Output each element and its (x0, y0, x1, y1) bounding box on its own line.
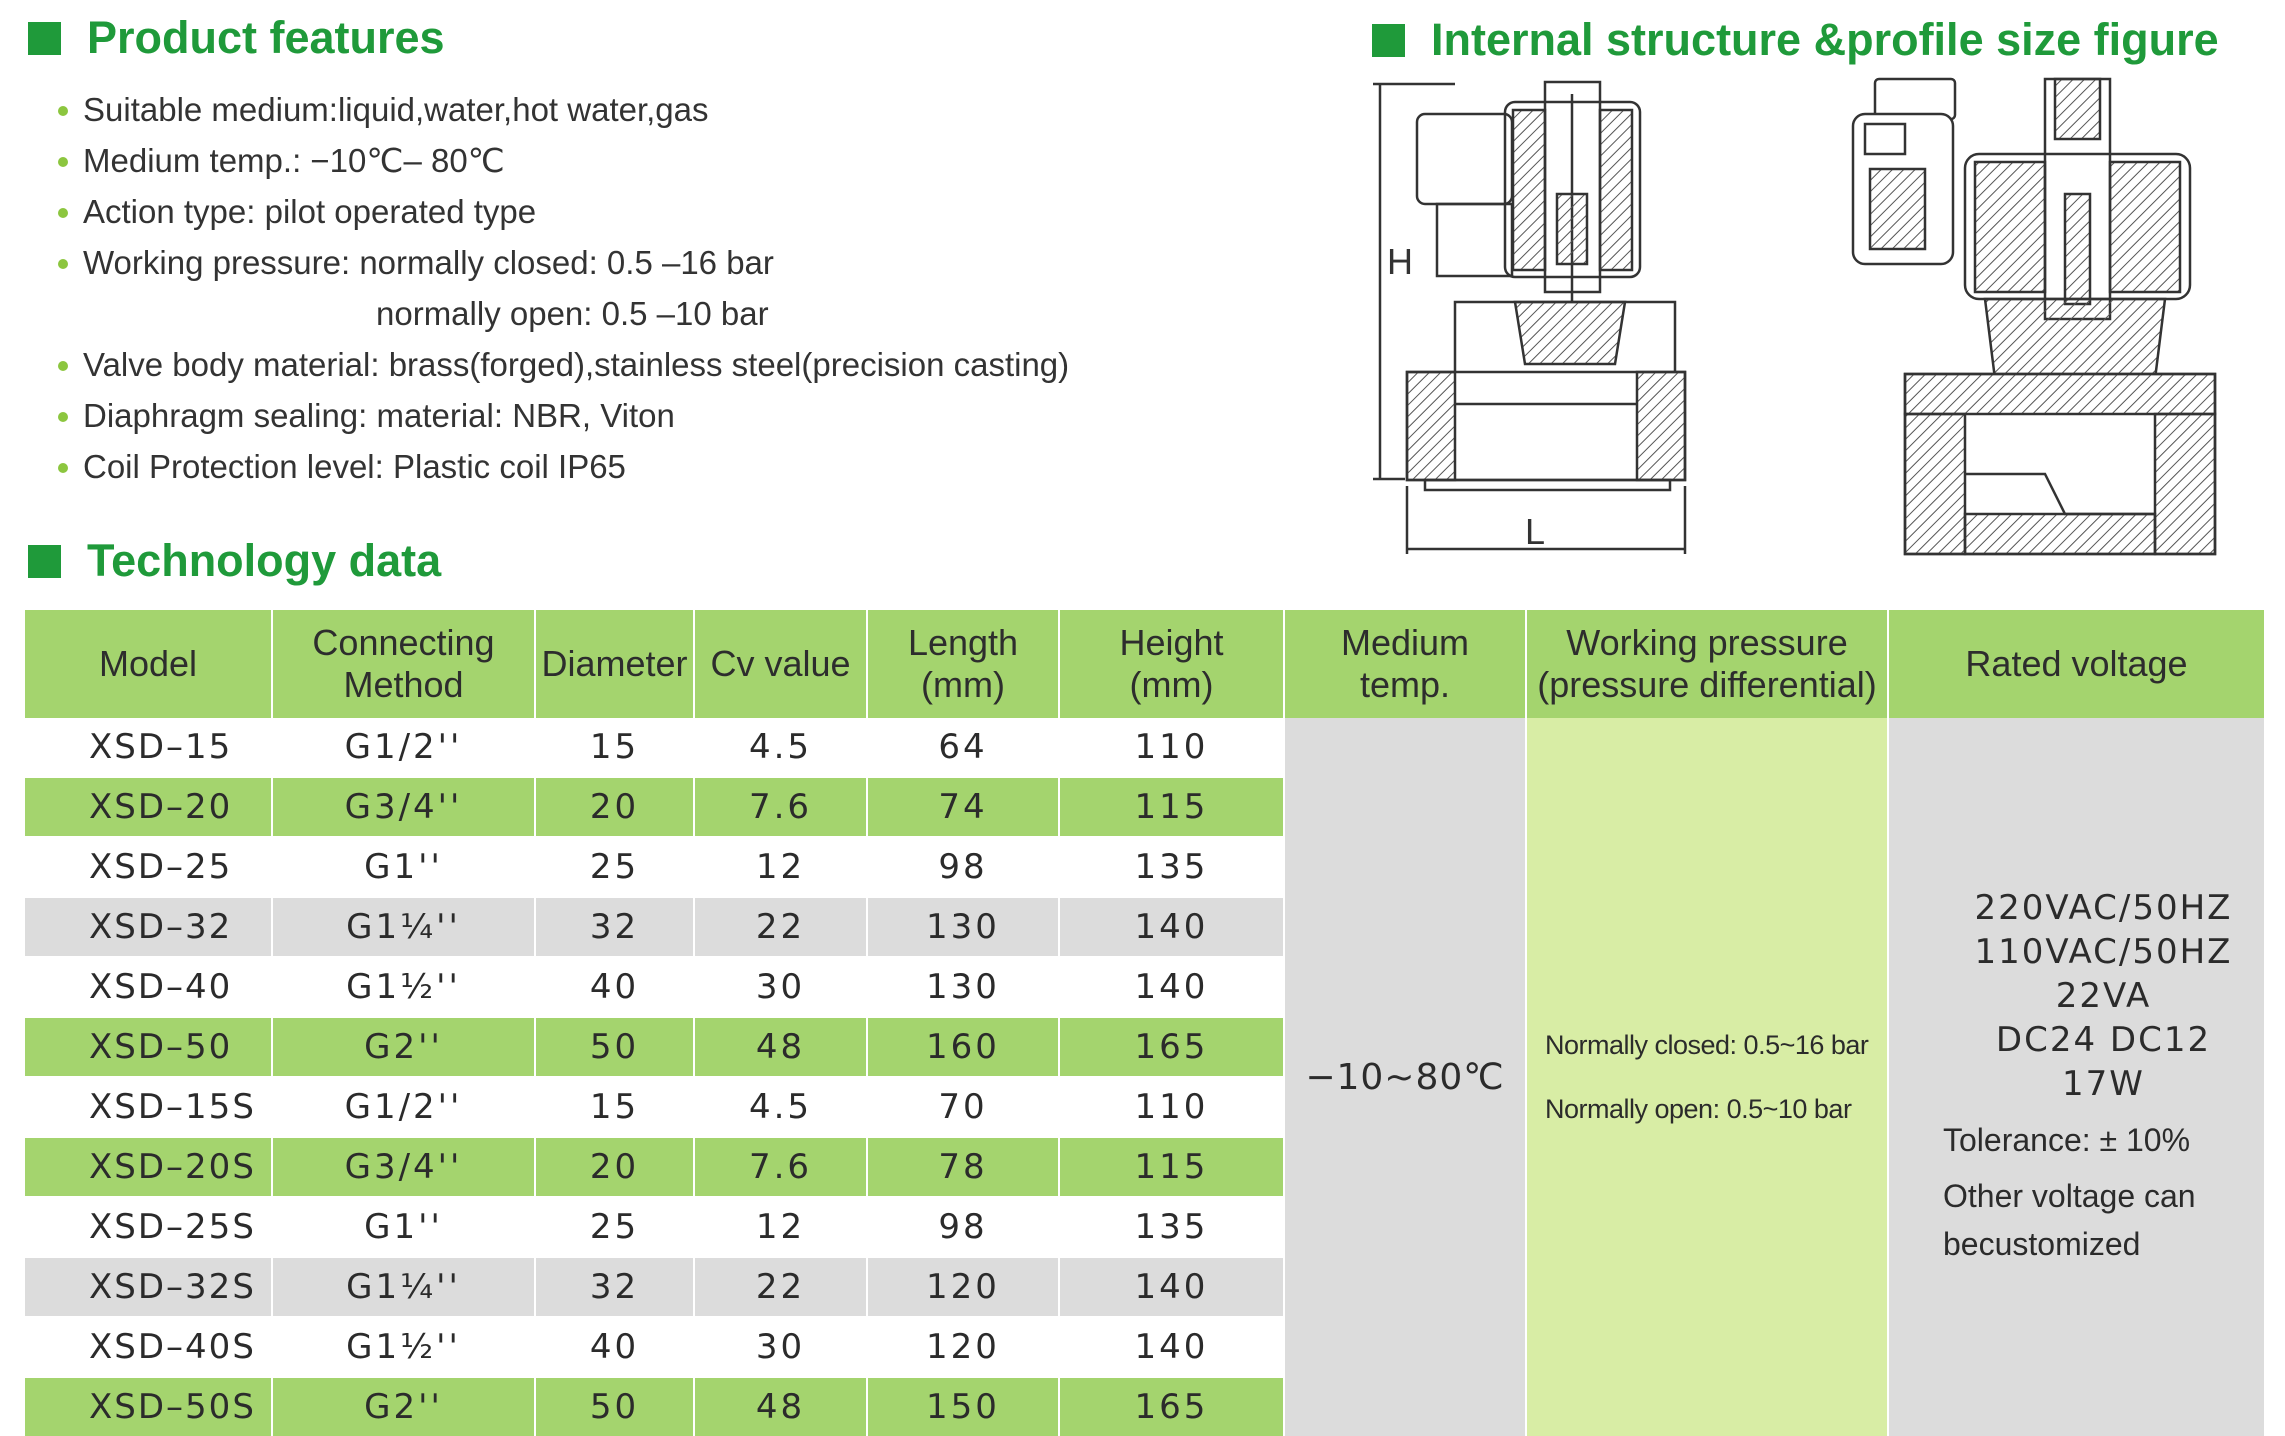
section-marker-icon (1372, 24, 1405, 57)
cell-connecting-method: G1½'' (272, 957, 535, 1017)
cell-cv-value: 12 (694, 1197, 867, 1257)
cell-length: 130 (867, 957, 1059, 1017)
cell-height: 165 (1059, 1377, 1284, 1436)
cell-height: 140 (1059, 1257, 1284, 1317)
header-cv-value: Cv value (694, 610, 867, 718)
feature-item: Working pressure: normally closed: 0.5 –16 bar (58, 237, 1069, 288)
cell-connecting-method: G1'' (272, 837, 535, 897)
cell-model: XSD–40 (25, 957, 272, 1017)
cell-diameter: 50 (535, 1017, 694, 1077)
cell-cv-value: 30 (694, 1317, 867, 1377)
cell-diameter: 32 (535, 1257, 694, 1317)
cell-height: 135 (1059, 1197, 1284, 1257)
features-section-title (28, 12, 445, 64)
cell-connecting-method: G1/2'' (272, 718, 535, 777)
cell-connecting-method: G1'' (272, 1197, 535, 1257)
cell-length: 74 (867, 777, 1059, 837)
bullet-icon (58, 412, 68, 422)
cell-height: 165 (1059, 1017, 1284, 1077)
cell-diameter: 50 (535, 1377, 694, 1436)
cell-model: XSD–32 (25, 897, 272, 957)
pressure-normally-open: Normally open: 0.5~10 bar (1545, 1094, 1852, 1124)
cell-diameter: 20 (535, 1137, 694, 1197)
voltage-line: DC24 DC12 (1995, 1020, 2212, 1060)
features-title: Product features (87, 12, 445, 63)
cell-height: 140 (1059, 897, 1284, 957)
voltage-tolerance: Tolerance: ± 10% (1943, 1122, 2191, 1158)
cell-cv-value: 7.6 (694, 1137, 867, 1197)
cell-length: 78 (867, 1137, 1059, 1197)
cell-length: 150 (867, 1377, 1059, 1436)
cell-diameter: 32 (535, 897, 694, 957)
cell-length: 98 (867, 1197, 1059, 1257)
cell-cv-value: 48 (694, 1017, 867, 1077)
cell-height: 140 (1059, 957, 1284, 1017)
cell-cv-value: 22 (694, 1257, 867, 1317)
cell-diameter: 15 (535, 718, 694, 777)
feature-item: Diaphragm sealing: material: NBR, Viton (58, 390, 1069, 441)
cell-cv-value: 7.6 (694, 777, 867, 837)
cell-diameter: 40 (535, 1317, 694, 1377)
cell-model: XSD–50S (25, 1377, 272, 1436)
voltage-line: 220VAC/50HZ (1974, 888, 2233, 928)
technology-title: Technology data (87, 535, 442, 586)
bullet-icon (58, 361, 68, 371)
cell-diameter: 15 (535, 1077, 694, 1137)
cell-height: 135 (1059, 837, 1284, 897)
header-connecting-method: Connecting Method (272, 610, 535, 718)
cell-connecting-method: G1¼'' (272, 897, 535, 957)
valve-drawings (1365, 74, 2225, 559)
cell-model: XSD–15S (25, 1077, 272, 1137)
voltage-line: 22VA (2055, 976, 2152, 1016)
cell-height: 110 (1059, 718, 1284, 777)
cell-model: XSD–40S (25, 1317, 272, 1377)
feature-item-continuation: normally open: 0.5 –10 bar (376, 295, 769, 332)
internal-structure-drawing (1853, 79, 2215, 554)
header-length: Length (mm) (867, 610, 1059, 718)
technology-data-table (25, 610, 2266, 1436)
header-working-pressure: Working pressure (pressure differential) (1526, 610, 1888, 718)
cell-medium-temp: −10~80℃ (1284, 718, 1526, 1436)
cell-model: XSD–50 (25, 1017, 272, 1077)
cell-connecting-method: G1¼'' (272, 1257, 535, 1317)
cell-height: 140 (1059, 1317, 1284, 1377)
section-marker-icon (28, 22, 61, 55)
pressure-normally-closed: Normally closed: 0.5~16 bar (1545, 1030, 1869, 1060)
voltage-line: 17W (2062, 1064, 2145, 1104)
cell-cv-value: 48 (694, 1377, 867, 1436)
cell-connecting-method: G3/4'' (272, 1137, 535, 1197)
cell-height: 115 (1059, 1137, 1284, 1197)
cell-model: XSD–20 (25, 777, 272, 837)
cell-diameter: 20 (535, 777, 694, 837)
bullet-icon (58, 463, 68, 473)
cell-model: XSD–25S (25, 1197, 272, 1257)
header-height: Height (mm) (1059, 610, 1284, 718)
cell-working-pressure (1526, 718, 1888, 1436)
technology-section-title (28, 535, 441, 587)
feature-item: Action type: pilot operated type (58, 186, 1069, 237)
structure-section-title (1372, 14, 2219, 66)
header-medium-temp: Medium temp. (1284, 610, 1526, 718)
cell-connecting-method: G1½'' (272, 1317, 535, 1377)
table-header-row (25, 610, 2265, 718)
cell-cv-value: 30 (694, 957, 867, 1017)
cell-diameter: 25 (535, 1197, 694, 1257)
cell-cv-value: 4.5 (694, 718, 867, 777)
bullet-icon (58, 106, 68, 116)
feature-item: Suitable medium:liquid,water,hot water,gas (58, 84, 1069, 135)
length-dimension-label: L (1525, 511, 1546, 552)
cell-length: 64 (867, 718, 1059, 777)
profile-size-drawing (1373, 82, 1685, 554)
voltage-note: becustomized (1943, 1226, 2141, 1262)
structure-title: Internal structure &profile size figure (1431, 14, 2219, 65)
cell-rated-voltage (1888, 718, 2265, 1436)
cell-cv-value: 12 (694, 837, 867, 897)
voltage-line: 110VAC/50HZ (1974, 932, 2233, 972)
feature-item: Medium temp.: −10℃– 80℃ (58, 135, 1069, 186)
cell-diameter: 40 (535, 957, 694, 1017)
header-diameter: Diameter (535, 610, 694, 718)
feature-item: Coil Protection level: Plastic coil IP65 (58, 441, 1069, 492)
cell-length: 160 (867, 1017, 1059, 1077)
cell-model: XSD–20S (25, 1137, 272, 1197)
bullet-icon (58, 259, 68, 269)
features-list (58, 84, 1069, 492)
cell-length: 98 (867, 837, 1059, 897)
feature-item: Valve body material: brass(forged),stainless steel(precision casting) (58, 339, 1069, 390)
header-rated-voltage: Rated voltage (1888, 610, 2265, 718)
bullet-icon (58, 208, 68, 218)
cell-connecting-method: G2'' (272, 1017, 535, 1077)
header-model: Model (25, 610, 272, 718)
table-row (25, 718, 2265, 777)
cell-height: 115 (1059, 777, 1284, 837)
cell-connecting-method: G1/2'' (272, 1077, 535, 1137)
cell-height: 110 (1059, 1077, 1284, 1137)
section-marker-icon (28, 545, 61, 578)
cell-connecting-method: G3/4'' (272, 777, 535, 837)
cell-model: XSD–15 (25, 718, 272, 777)
height-dimension-label: H (1387, 241, 1413, 282)
bullet-icon (58, 157, 68, 167)
cell-length: 130 (867, 897, 1059, 957)
cell-connecting-method: G2'' (272, 1377, 535, 1436)
cell-cv-value: 22 (694, 897, 867, 957)
cell-length: 120 (867, 1317, 1059, 1377)
voltage-note: Other voltage can (1943, 1178, 2196, 1214)
cell-cv-value: 4.5 (694, 1077, 867, 1137)
cell-diameter: 25 (535, 837, 694, 897)
cell-length: 70 (867, 1077, 1059, 1137)
cell-length: 120 (867, 1257, 1059, 1317)
cell-model: XSD–25 (25, 837, 272, 897)
cell-model: XSD–32S (25, 1257, 272, 1317)
